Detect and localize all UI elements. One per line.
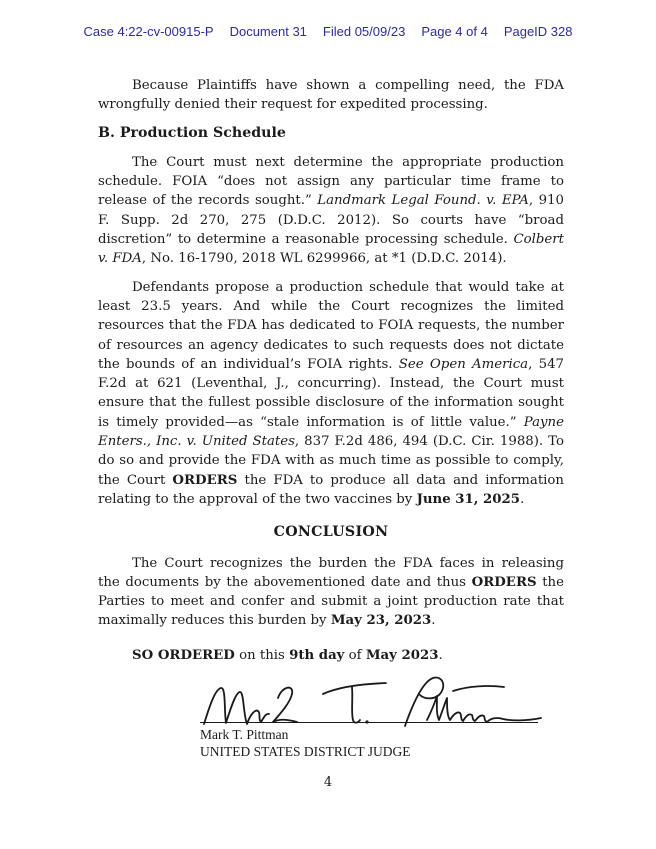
- so-ordered-line: SO ORDERED on this 9th day of May 2023.: [132, 647, 443, 663]
- paragraph-expedited-processing: Because Plaintiffs have shown a compelling need, the FDA wrongfully denied their request for expedited processing.: [98, 78, 564, 113]
- signature-block: [200, 674, 545, 760]
- document-body: [98, 76, 564, 760]
- judge-title: UNITED STATES DISTRICT JUDGE: [200, 743, 411, 759]
- stamp-pageid: PageID 328: [503, 24, 573, 39]
- stamp-case-number: Case 4:22-cv-00915-P: [83, 24, 214, 39]
- judge-name: Mark T. Pittman: [200, 727, 289, 743]
- paragraph-defendants-proposal: Defendants propose a production schedule that would take at least 23.5 years. And while the Court recognizes the limited resources that the FDA has dedicated to FOIA requests, the number of resources an agency dedicates to such requests does not dictate the bounds of an individual’s FOIA rights. See Open America, 547 F.2d at 621 (Leventhal, J., concurring). Instead, the Court must ensure that the fullest possible disclosure of the information sought is timely provided—as “stale information is of little value.” Payne Enters., Inc. v. United States, 837 F.2d 486, 494 (D.C. Cir. 1988). To do so and provide the FDA with as much time as possible to comply, the Court ORDERS the FDA to produce all data and information relating to the approval of the two vaccines by June 31, 2025.: [98, 279, 564, 507]
- stamp-document-number: Document 31: [229, 24, 307, 39]
- stamp-filed-date: Filed 05/09/23: [322, 24, 406, 39]
- paragraph-conclusion: The Court recognizes the burden the FDA faces in releasing the documents by the abovementioned date and thus ORDERS the Parties to meet and confer and submit a joint production rate that maximally reduces this burden by May 23, 2023.: [98, 555, 564, 629]
- paragraph-production-schedule-law: The Court must next determine the appropriate production schedule. FOIA “does not assign any particular time frame to release of the records sought.” Landmark Legal Found. v. EPA, 910 F. Supp. 2d 270, 275 (D.D.C. 2012). So courts have “broad discretion” to determine a reasonable processing schedule. Colbert v. FDA, No. 16-1790, 2018 WL 6299966, at *1 (D.D.C. 2014).: [98, 154, 564, 267]
- stamp-page-count: Page 4 of 4: [421, 24, 488, 39]
- section-heading-production-schedule: B. Production Schedule: [98, 124, 286, 141]
- conclusion-heading: CONCLUSION: [273, 524, 389, 541]
- ecf-stamp-header: [0, 24, 656, 39]
- page-number: 4: [323, 775, 333, 790]
